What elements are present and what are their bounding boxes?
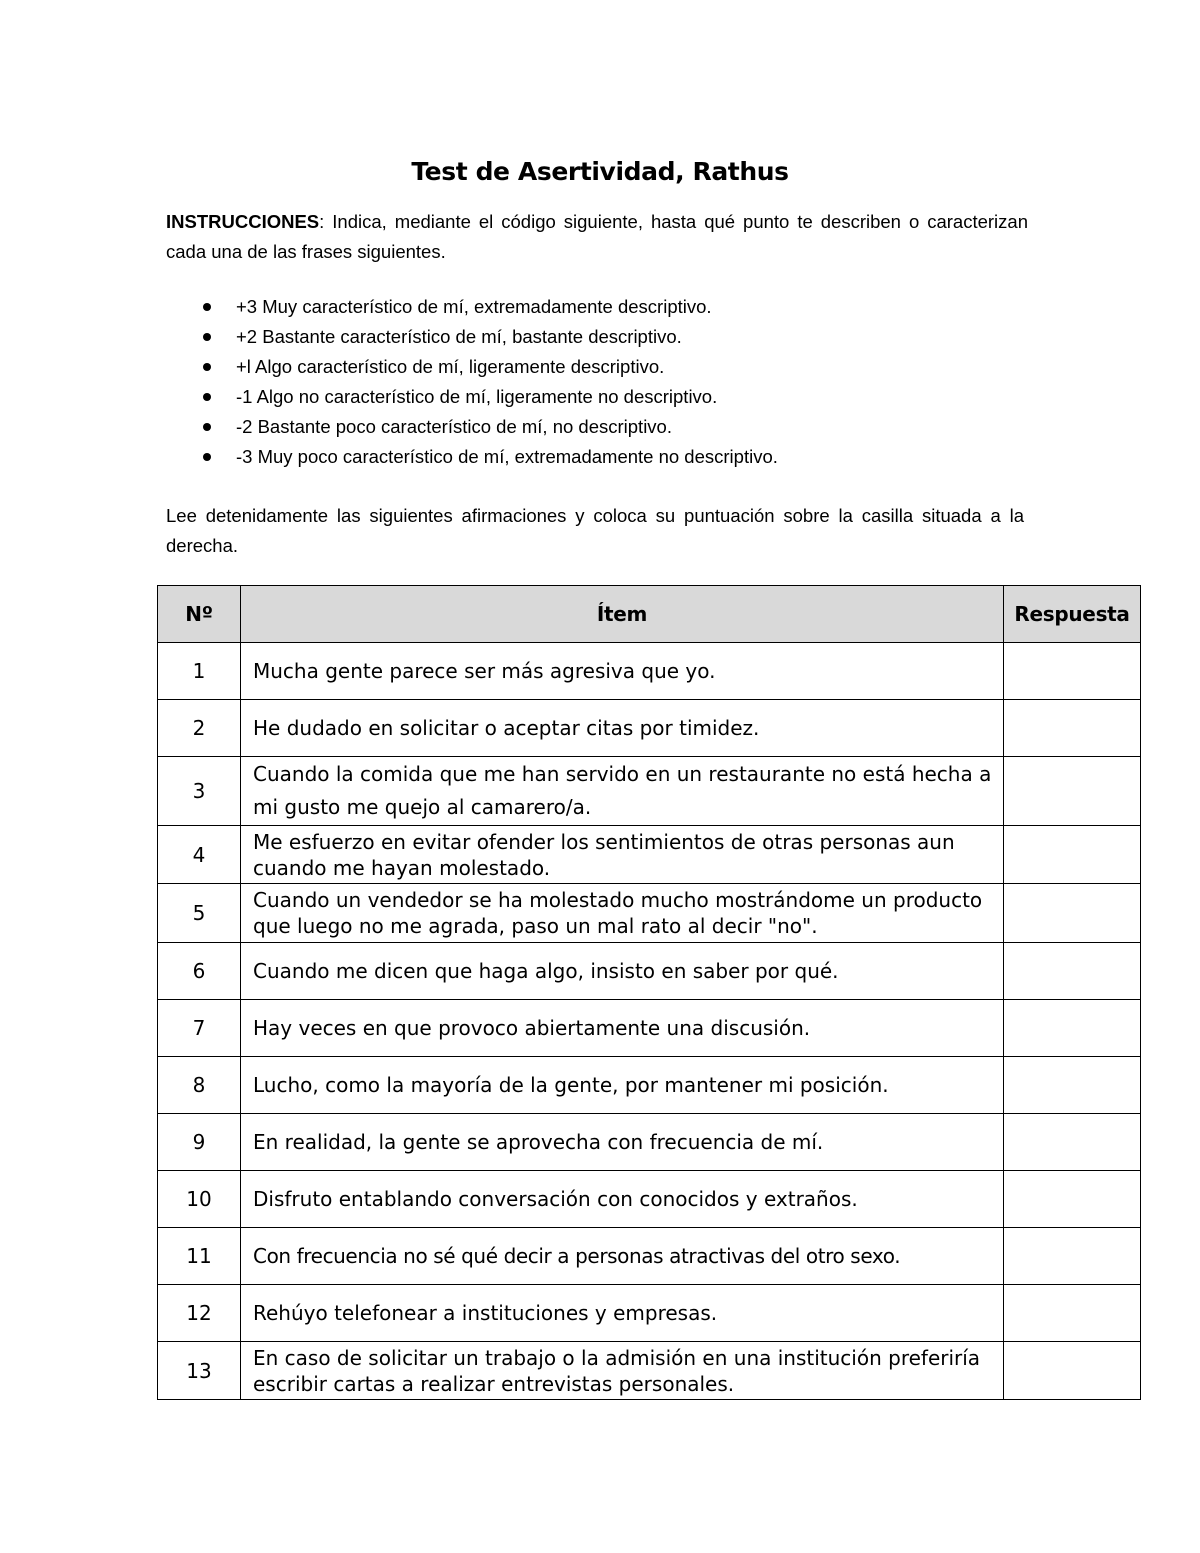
bullet-icon <box>203 303 211 311</box>
header-response: Respuesta <box>1004 586 1141 643</box>
table-row <box>158 1342 1141 1400</box>
items-table <box>157 585 1141 1400</box>
bullet-icon <box>203 453 211 461</box>
row-number: 7 <box>158 1000 241 1057</box>
row-item: Cuando la comida que me han servido en un restaurante no está hecha a mi gusto me quejo al camarero/a. <box>241 757 1004 826</box>
table-row <box>158 757 1141 826</box>
response-cell[interactable] <box>1004 1171 1141 1228</box>
scale-item <box>166 442 778 472</box>
table-row <box>158 1114 1141 1171</box>
scale-item-text: -1 Algo no característico de mí, ligeramente no descriptivo. <box>236 386 718 407</box>
table-row <box>158 1228 1141 1285</box>
row-item: Con frecuencia no sé qué decir a personas atractivas del otro sexo. <box>241 1228 1004 1285</box>
table-row <box>158 1171 1141 1228</box>
row-item: Me esfuerzo en evitar ofender los sentimientos de otras personas aun cuando me hayan molestado. <box>241 826 1004 884</box>
row-item: Rehúyo telefonear a instituciones y empresas. <box>241 1285 1004 1342</box>
row-number: 5 <box>158 884 241 943</box>
row-item: En realidad, la gente se aprovecha con frecuencia de mí. <box>241 1114 1004 1171</box>
scale-item-text: +l Algo característico de mí, ligeramente descriptivo. <box>236 356 665 377</box>
scale-item <box>166 382 778 412</box>
row-item: Hay veces en que provoco abiertamente una discusión. <box>241 1000 1004 1057</box>
scale-item <box>166 292 778 322</box>
page-title: Test de Asertividad, Rathus <box>411 156 789 186</box>
row-item: Cuando me dicen que haga algo, insisto en saber por qué. <box>241 943 1004 1000</box>
row-number: 10 <box>158 1171 241 1228</box>
response-cell[interactable] <box>1004 757 1141 826</box>
table-header-row <box>158 586 1141 643</box>
row-number: 4 <box>158 826 241 884</box>
row-number: 8 <box>158 1057 241 1114</box>
row-number: 3 <box>158 757 241 826</box>
response-cell[interactable] <box>1004 1057 1141 1114</box>
response-cell[interactable] <box>1004 1228 1141 1285</box>
header-number: Nº <box>158 586 241 643</box>
row-item: Cuando un vendedor se ha molestado mucho mostrándome un producto que luego no me agrada, paso un mal rato al decir "no". <box>241 884 1004 943</box>
row-number: 6 <box>158 943 241 1000</box>
table-row <box>158 1000 1141 1057</box>
row-item: Mucha gente parece ser más agresiva que yo. <box>241 643 1004 700</box>
header-item: Ítem <box>241 586 1004 643</box>
scale-item-text: +2 Bastante característico de mí, bastante descriptivo. <box>236 326 682 347</box>
row-number: 2 <box>158 700 241 757</box>
row-number: 1 <box>158 643 241 700</box>
scale-item-text: -3 Muy poco característico de mí, extremadamente no descriptivo. <box>236 446 778 467</box>
instructions-text: : Indica, mediante el código siguiente, hasta qué punto te describen o caracterizan cada una de las frases siguientes. <box>166 211 1028 262</box>
bullet-icon <box>203 333 211 341</box>
scale-item <box>166 412 778 442</box>
bullet-icon <box>203 393 211 401</box>
table-row <box>158 700 1141 757</box>
response-cell[interactable] <box>1004 700 1141 757</box>
scale-list <box>166 292 778 472</box>
table-row <box>158 826 1141 884</box>
instructions <box>166 207 1028 267</box>
response-cell[interactable] <box>1004 943 1141 1000</box>
row-number: 12 <box>158 1285 241 1342</box>
row-number: 13 <box>158 1342 241 1400</box>
scale-item-text: -2 Bastante poco característico de mí, no descriptivo. <box>236 416 672 437</box>
row-item: Disfruto entablando conversación con conocidos y extraños. <box>241 1171 1004 1228</box>
table-row <box>158 1285 1141 1342</box>
table-row <box>158 643 1141 700</box>
scale-item-text: +3 Muy característico de mí, extremadamente descriptivo. <box>236 296 712 317</box>
response-cell[interactable] <box>1004 1114 1141 1171</box>
row-item: He dudado en solicitar o aceptar citas por timidez. <box>241 700 1004 757</box>
instructions-label: INSTRUCCIONES <box>166 211 320 232</box>
response-cell[interactable] <box>1004 643 1141 700</box>
row-number: 9 <box>158 1114 241 1171</box>
bullet-icon <box>203 363 211 371</box>
response-cell[interactable] <box>1004 884 1141 943</box>
response-cell[interactable] <box>1004 1285 1141 1342</box>
response-cell[interactable] <box>1004 826 1141 884</box>
table-row <box>158 1057 1141 1114</box>
table-row <box>158 884 1141 943</box>
scale-item <box>166 352 778 382</box>
row-item: Lucho, como la mayoría de la gente, por mantener mi posición. <box>241 1057 1004 1114</box>
table-row <box>158 943 1141 1000</box>
response-cell[interactable] <box>1004 1342 1141 1400</box>
row-item: En caso de solicitar un trabajo o la admisión en una institución preferiría escribir cartas a realizar entrevistas personales. <box>241 1342 1004 1400</box>
bullet-icon <box>203 423 211 431</box>
response-cell[interactable] <box>1004 1000 1141 1057</box>
read-note: Lee detenidamente las siguientes afirmaciones y coloca su puntuación sobre la casilla situada a la derecha. <box>166 505 1024 556</box>
scale-item <box>166 322 778 352</box>
row-number: 11 <box>158 1228 241 1285</box>
